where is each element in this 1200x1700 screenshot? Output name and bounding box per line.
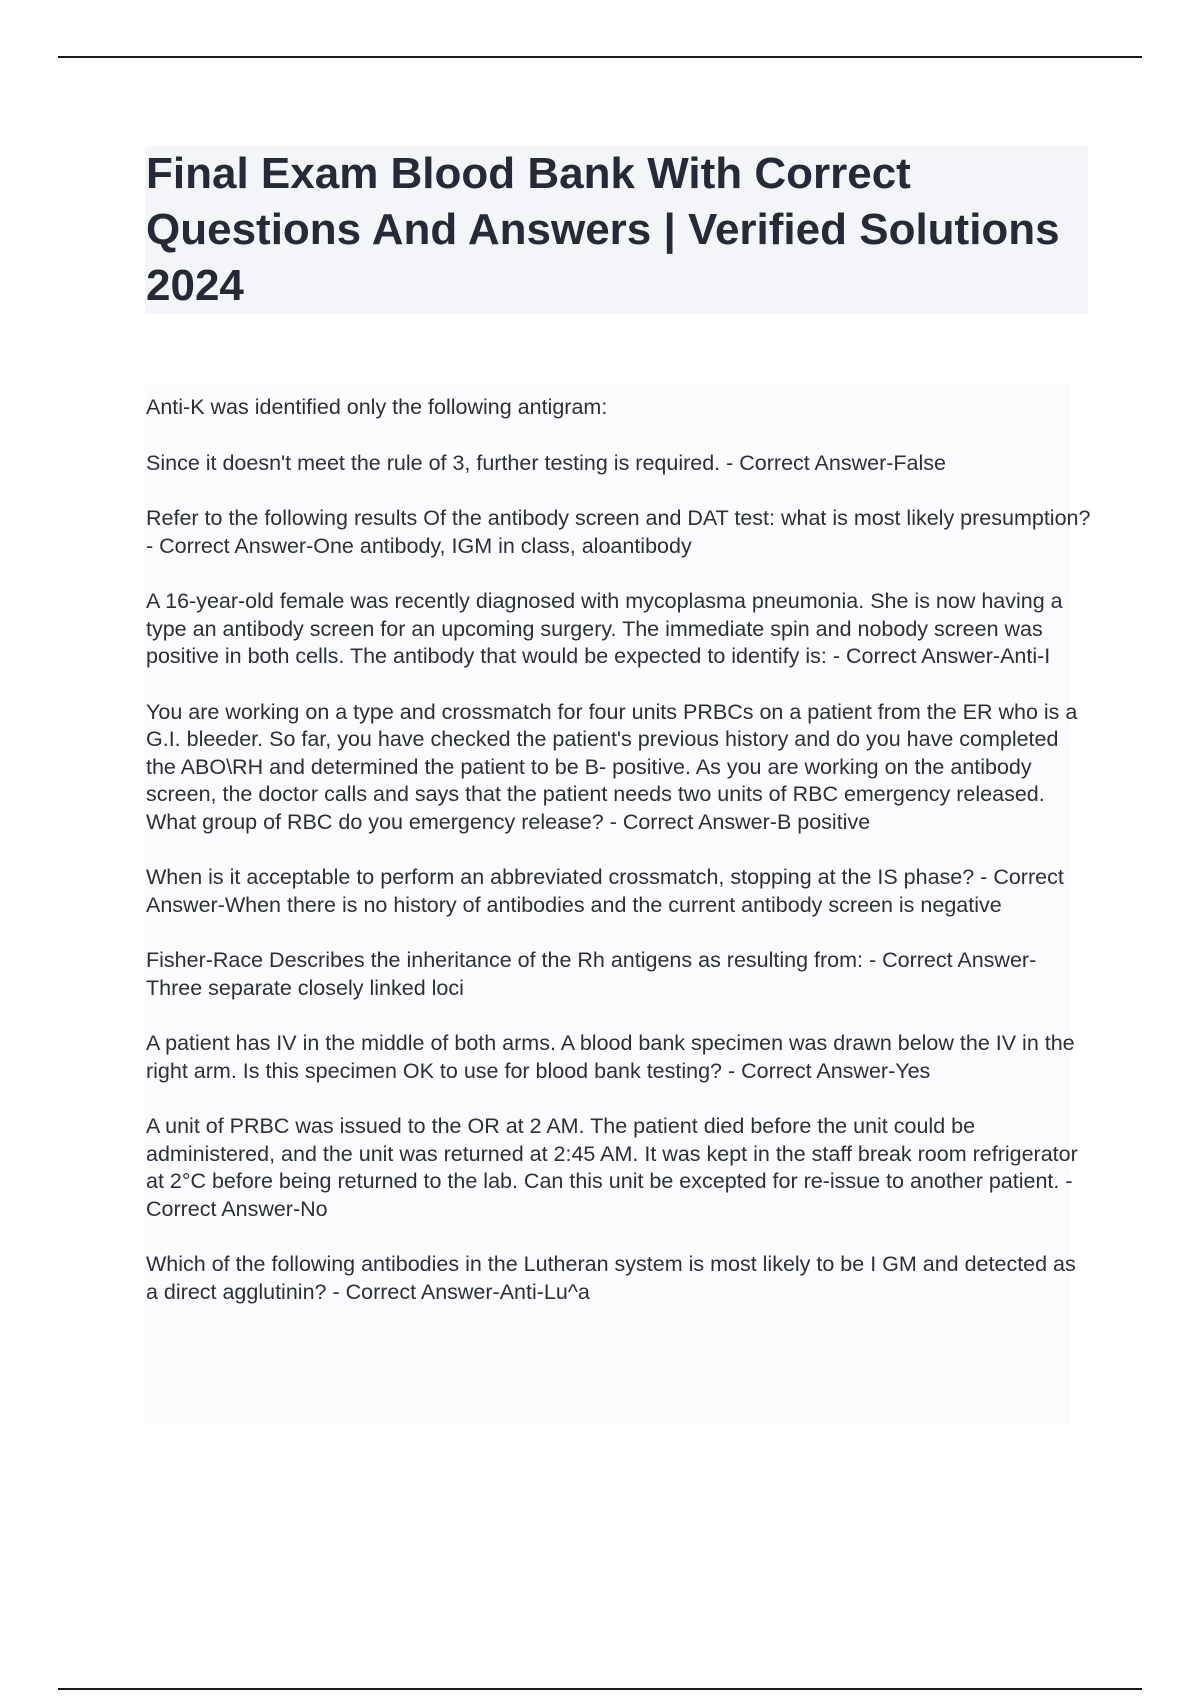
paragraph-qa-2: Refer to the following results Of the antibody screen and DAT test: what is most likely presumption? - Correct Answer-One antibody, IGM in class, aloantibody [146,506,1091,558]
paragraph-intro: Anti-K was identified only the following antigram: [146,395,608,419]
paragraph-qa-3: A 16-year-old female was recently diagnosed with mycoplasma pneumonia. She is now having a type an antibody screen for an upcoming surgery. The immediate spin and nobody screen was positive in both cells. The antibody that would be expected to identify is: - Correct Answer-Anti-I [146,589,1063,668]
paragraph-qa-8: A unit of PRBC was issued to the OR at 2 AM. The patient died before the unit could be administered, and the unit was returned at 2:45 AM. It was kept in the staff break room refrigerator at 2°C before being returned to the lab. Can this unit be excepted for re-issue to another patient. - Correct Answer-No [146,1114,1078,1221]
top-rule [58,56,1142,58]
bottom-rule [58,1688,1142,1690]
paragraph-qa-4: You are working on a type and crossmatch for four units PRBCs on a patient from the ER who is a G.I. bleeder. So far, you have checked the patient's previous history and do you have completed the ABO\RH and determined the patient to be B- positive. As you are working on the antibody screen, the doctor calls and says that the patient needs two units of RBC emergency released. What group of RBC do you emergency release? - Correct Answer-B positive [146,699,1078,834]
paragraph-qa-6: Fisher-Race Describes the inheritance of the Rh antigens as resulting from: - Correct Answer-Three separate closely linked loci [146,948,1037,1000]
document-body [146,394,1091,1334]
paragraph-qa-9: Which of the following antibodies in the Lutheran system is most likely to be I GM and detected as a direct agglutinin? - Correct Answer-Anti-Lu^a [146,1252,1076,1304]
paragraph-qa-5: When is it acceptable to perform an abbreviated crossmatch, stopping at the IS phase? - Correct Answer-When there is no history of antibodies and the current antibody screen is negative [146,865,1064,917]
document-title: Final Exam Blood Bank With Correct Questions And Answers | Verified Solutions 2024 [146,149,1060,310]
paragraph-qa-7: A patient has IV in the middle of both arms. A blood bank specimen was drawn below the IV in the right arm. Is this specimen OK to use for blood bank testing? - Correct Answer-Yes [146,1031,1075,1083]
paragraph-qa-1: Since it doesn't meet the rule of 3, further testing is required. - Correct Answer-False [146,450,946,475]
